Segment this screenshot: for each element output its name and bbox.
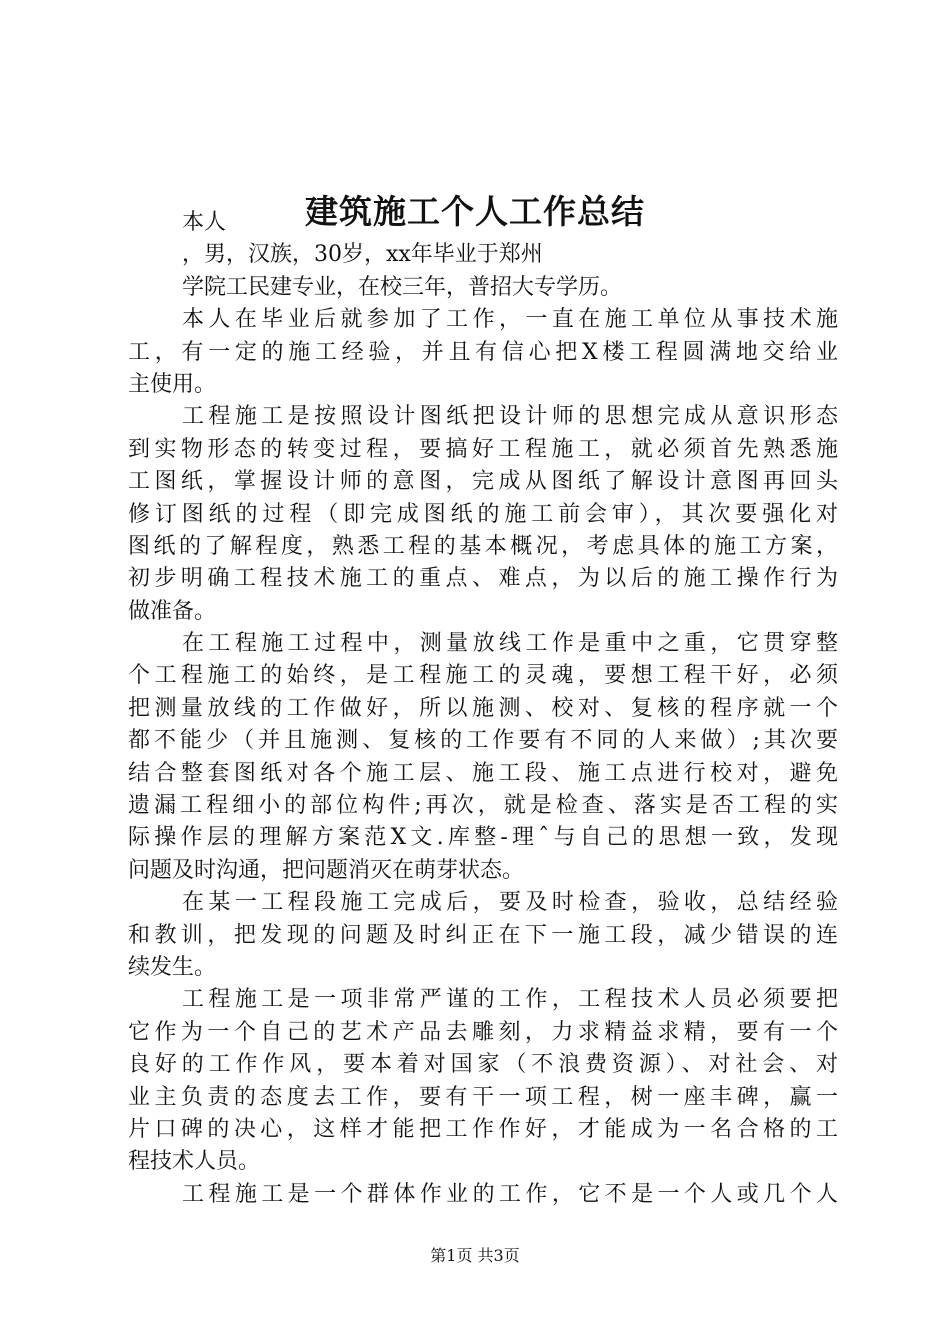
text-line: 和教训，把发现的问题及时纠正在下一施工段，减少错误的连 — [128, 922, 838, 948]
text-line: ，男，汉族，30岁，xx年毕业于郑州 — [182, 242, 543, 268]
text-line: 续发生。 — [128, 954, 217, 980]
page-footer: 第1页 共3页 — [430, 1246, 520, 1265]
text-line: 遗漏工程细小的部位构件;再次，就是检查、落实是否工程的实 — [128, 793, 838, 819]
document-title: 建筑施工个人工作总结 — [305, 192, 645, 231]
text-line: 主使用。 — [128, 371, 217, 397]
text-line: 在工程施工过程中，测量放线工作是重中之重，它贯穿整 — [182, 631, 838, 657]
text-line: 问题及时沟通，把问题消灭在萌芽状态。 — [128, 857, 525, 883]
text-line: 图纸的了解程度，熟悉工程的基本概况，考虑具体的施工方案， — [128, 533, 838, 559]
text-line: 它作为一个自己的艺术产品去雕刻，力求精益求精，要有一个 — [128, 1019, 838, 1045]
text-line: 到实物形态的转变过程，要搞好工程施工，就必须首先熟悉施 — [128, 436, 838, 462]
text-line: 学院工民建专业，在校三年，普招大专学历。 — [182, 274, 623, 300]
text-line: 良好的工作作风，要本着对国家（不浪费资源）、对社会、对 — [128, 1052, 838, 1078]
text-line: 都不能少（并且施测、复核的工作要有不同的人来做）;其次要 — [128, 728, 838, 754]
document-body — [128, 207, 838, 1211]
text-line: 际操作层的理解方案范X文.库整-理ˆ与自己的思想一致，发现 — [128, 825, 838, 851]
text-line: 工，有一定的施工经验，并且有信心把X楼工程圆满地交给业 — [128, 339, 838, 365]
text-line: 个工程施工的始终，是工程施工的灵魂，要想工程干好，必须 — [128, 663, 838, 689]
text-line: 程技术人员。 — [128, 1149, 261, 1175]
text-line: 本人 — [182, 210, 227, 235]
text-line: 本人在毕业后就参加了工作，一直在施工单位从事技术施 — [182, 307, 838, 333]
text-line: 结合整套图纸对各个施工层、施工段、施工点进行校对，避免 — [128, 760, 838, 786]
text-line: 业主负责的态度去工作，要有干一项工程，树一座丰碑，赢一 — [128, 1084, 838, 1110]
text-line: 片口碑的决心，这样才能把工作作好，才能成为一名合格的工 — [128, 1116, 838, 1142]
text-line: 修订图纸的过程（即完成图纸的施工前会审），其次要强化对 — [128, 501, 838, 527]
text-line: 在某一工程段施工完成后，要及时检查，验收，总结经验 — [182, 890, 838, 916]
text-line: 工程施工是一个群体作业的工作，它不是一个人或几个人 — [182, 1181, 838, 1207]
text-line: 工程施工是一项非常严谨的工作，工程技术人员必须要把 — [182, 987, 838, 1013]
text-line: 工图纸，掌握设计师的意图，完成从图纸了解设计意图再回头 — [128, 469, 838, 495]
text-line: 初步明确工程技术施工的重点、难点，为以后的施工操作行为 — [128, 566, 838, 592]
text-line: 做准备。 — [128, 598, 217, 624]
text-line: 把测量放线的工作做好，所以施测、校对、复核的程序就一个 — [128, 695, 838, 721]
text-line: 工程施工是按照设计图纸把设计师的思想完成从意识形态 — [182, 404, 838, 430]
